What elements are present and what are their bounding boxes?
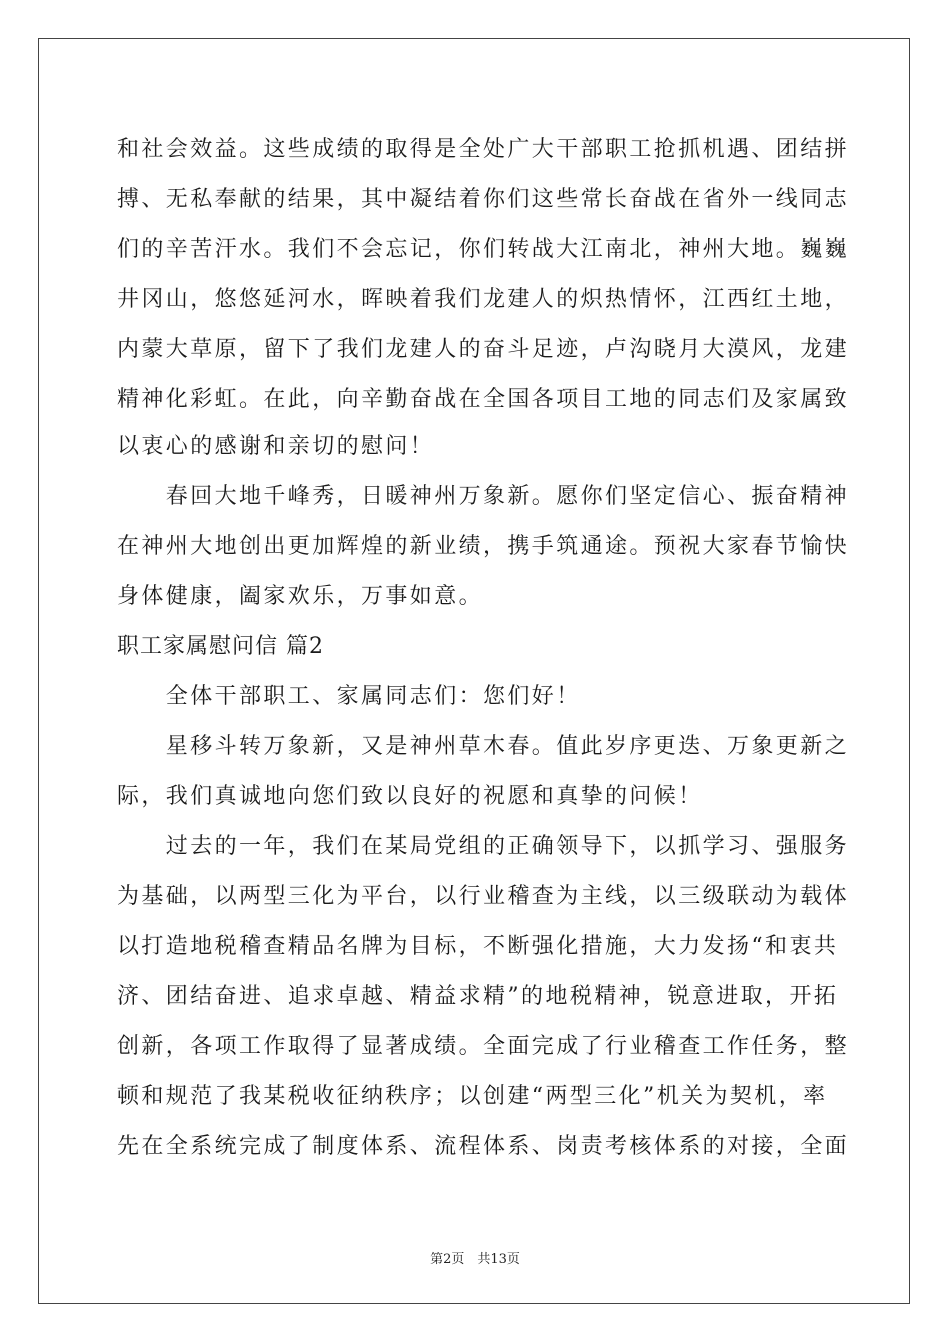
section-heading: 职工家属慰问信 篇2	[117, 634, 324, 659]
text-line: 先在全系统完成了制度体系、流程体系、岗责考核体系的对接，全面	[117, 1134, 850, 1159]
text-line: 以衷心的感谢和亲切的慰问！	[117, 434, 435, 459]
text-line: 精神化彩虹。在此，向辛勤奋战在全国各项目工地的同志们及家属致	[117, 387, 850, 412]
text-line: 全体干部职工、家属同志们：您们好！	[117, 684, 581, 709]
text-line: 在神州大地创出更加辉煌的新业绩，携手筑通途。预祝大家春节愉快	[117, 534, 850, 559]
text-line: 春回大地千峰秀，日暖神州万象新。愿你们坚定信心、振奋精神	[117, 484, 850, 509]
text-line: 创新，各项工作取得了显著成绩。全面完成了行业稽查工作任务，整	[117, 1034, 850, 1059]
text-line: 星移斗转万象新，又是神州草木春。值此岁序更迭、万象更新之	[117, 734, 850, 759]
text-line: 搏、无私奉献的结果，其中凝结着你们这些常长奋战在省外一线同志	[117, 187, 850, 212]
text-line: 身体健康，阖家欢乐，万事如意。	[117, 584, 484, 609]
text-line: 济、团结奋进、追求卓越、精益求精”的地税精神，锐意进取，开拓	[117, 984, 839, 1009]
text-line: 内蒙大草原，留下了我们龙建人的奋斗足迹，卢沟晓月大漠风，龙建	[117, 337, 850, 362]
text-line: 为基础，以两型三化为平台，以行业稽查为主线，以三级联动为载体	[117, 884, 850, 909]
text-line: 和社会效益。这些成绩的取得是全处广大干部职工抢抓机遇、团结拼	[117, 137, 850, 162]
text-line: 际，我们真诚地向您们致以良好的祝愿和真挚的问候！	[117, 784, 703, 809]
text-line: 以打造地税稽查精品名牌为目标，不断强化措施，大力发扬“和衷共	[117, 934, 839, 959]
text-line: 们的辛苦汗水。我们不会忘记，你们转战大江南北，神州大地。巍巍	[117, 237, 850, 262]
text-line: 顿和规范了我某税收征纳秩序；以创建“两型三化”机关为契机，率	[117, 1084, 828, 1109]
text-line: 过去的一年，我们在某局党组的正确领导下，以抓学习、强服务	[117, 834, 850, 859]
page-border	[38, 38, 910, 1304]
text-line: 井冈山，悠悠延河水，晖映着我们龙建人的炽热情怀，江西红土地，	[117, 287, 850, 312]
page-footer: 第2页 共13页	[430, 1252, 520, 1267]
